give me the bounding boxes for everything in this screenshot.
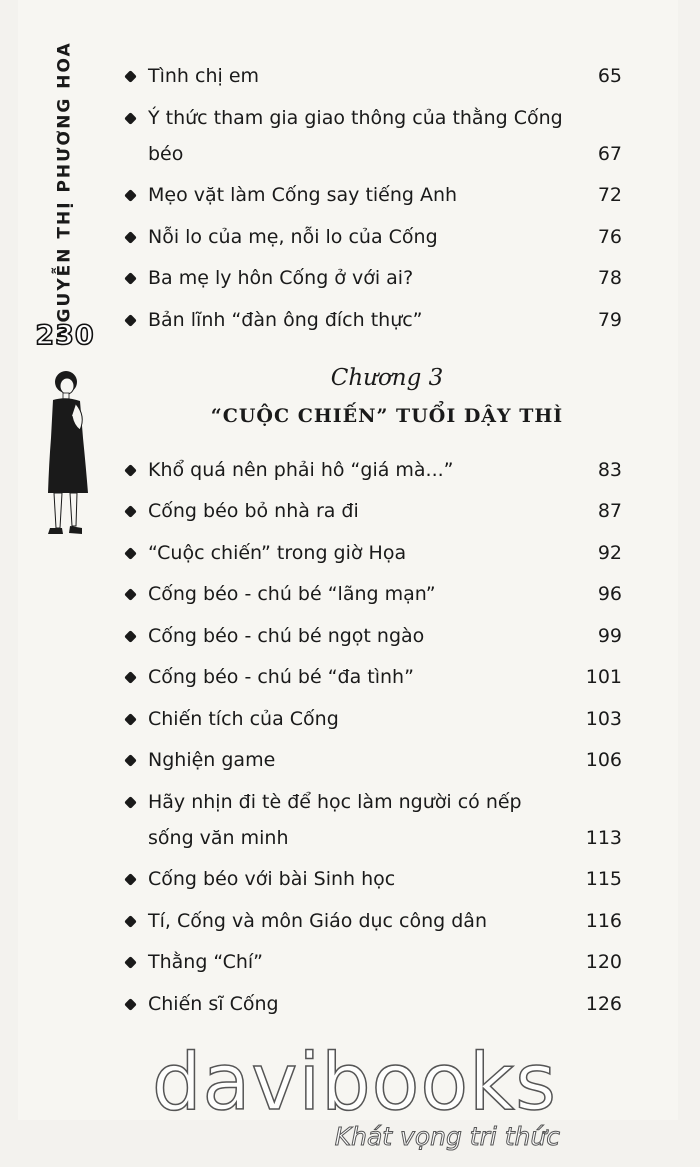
entry-page: 120 bbox=[585, 951, 622, 973]
entry-title: Ý thức tham gia giao thông của thằng Cống béo bbox=[148, 106, 563, 165]
toc-entry[interactable] bbox=[120, 177, 630, 213]
toc-entry[interactable] bbox=[120, 219, 630, 255]
bullet-icon bbox=[124, 547, 137, 560]
bullet-icon bbox=[124, 505, 137, 518]
bullet-icon bbox=[124, 956, 137, 969]
toc-entry[interactable] bbox=[120, 944, 630, 980]
toc-entry[interactable] bbox=[120, 452, 630, 488]
entry-title: Cống béo với bài Sinh học bbox=[148, 868, 396, 890]
chapter-label: Chương 3 bbox=[330, 364, 444, 391]
bullet-icon bbox=[124, 998, 137, 1011]
toc-entry[interactable] bbox=[120, 618, 630, 654]
entry-page: 67 bbox=[597, 142, 622, 165]
entry-title: “Cuộc chiến” trong giờ Họa bbox=[148, 541, 407, 564]
author-name: NGUYỄN THỊ PHƯƠNG HOA bbox=[55, 41, 75, 339]
entry-title: Tình chị em bbox=[148, 65, 260, 87]
toc-entry[interactable] bbox=[120, 701, 630, 737]
toc-entry[interactable] bbox=[120, 784, 630, 856]
entry-title: Ba mẹ ly hôn Cống ở với ai? bbox=[148, 267, 414, 289]
entry-title: Cống béo - chú bé “lãng mạn” bbox=[148, 583, 436, 605]
toc-entry[interactable] bbox=[120, 100, 630, 172]
chapter-title: “CUỘC CHIẾN” TUỔI DẬY THÌ bbox=[210, 404, 564, 427]
entry-page: 115 bbox=[585, 868, 622, 890]
bullet-icon bbox=[124, 112, 137, 125]
entry-title: Hãy nhịn đi tè để học làm người có nếp sống văn minh bbox=[148, 790, 522, 849]
entry-page: 79 bbox=[597, 308, 622, 331]
entry-title: Cống béo - chú bé “đa tình” bbox=[148, 666, 414, 688]
entry-page: 116 bbox=[585, 909, 622, 932]
entry-page: 106 bbox=[585, 749, 622, 771]
toc-entry[interactable] bbox=[120, 302, 630, 338]
entry-title: Chiến sĩ Cống bbox=[148, 992, 279, 1015]
entry-page: 76 bbox=[597, 225, 622, 248]
entry-title: Khổ quá nên phải hô “giá mà...” bbox=[148, 458, 454, 481]
bullet-icon bbox=[124, 272, 137, 285]
entry-page: 101 bbox=[585, 666, 622, 688]
toc-entry[interactable] bbox=[120, 742, 630, 778]
toc-entry[interactable] bbox=[120, 903, 630, 939]
entry-page: 103 bbox=[585, 707, 622, 730]
entry-title: Tí, Cống và môn Giáo dục công dân bbox=[148, 909, 487, 932]
entry-title: Cống béo bỏ nhà ra đi bbox=[148, 500, 359, 522]
table-of-contents bbox=[120, 58, 630, 1027]
toc-entry[interactable] bbox=[120, 576, 630, 612]
entry-page: 92 bbox=[597, 541, 622, 564]
entry-title: Chiến tích của Cống bbox=[148, 707, 339, 730]
bullet-icon bbox=[124, 873, 137, 886]
bullet-icon bbox=[124, 231, 137, 244]
bullet-icon bbox=[124, 915, 137, 928]
woman-figure-illustration bbox=[36, 368, 96, 543]
toc-entry[interactable] bbox=[120, 659, 630, 695]
bullet-icon bbox=[124, 671, 137, 684]
entry-page: 113 bbox=[585, 826, 622, 849]
bullet-icon bbox=[124, 189, 137, 202]
toc-entry[interactable] bbox=[120, 58, 630, 94]
bullet-icon bbox=[124, 713, 137, 726]
watermark-tagline: Khát vọng tri thức bbox=[334, 1122, 560, 1151]
bullet-icon bbox=[124, 314, 137, 327]
toc-entry[interactable] bbox=[120, 260, 630, 296]
entry-page: 99 bbox=[597, 624, 622, 647]
bullet-icon bbox=[124, 754, 137, 767]
bullet-icon bbox=[124, 796, 137, 809]
chapter-heading bbox=[120, 358, 630, 434]
bullet-icon bbox=[124, 70, 137, 83]
entry-page: 96 bbox=[597, 583, 622, 605]
bullet-icon bbox=[124, 588, 137, 601]
entry-title: Thằng “Chí” bbox=[148, 951, 264, 973]
entry-page: 87 bbox=[597, 500, 622, 522]
watermark-brand: davibooks bbox=[152, 1038, 557, 1128]
toc-entry[interactable] bbox=[120, 986, 630, 1022]
entry-page: 72 bbox=[597, 184, 622, 206]
entry-page: 78 bbox=[597, 267, 622, 289]
entry-page: 65 bbox=[597, 65, 622, 87]
toc-entry[interactable] bbox=[120, 535, 630, 571]
page-number: 230 bbox=[35, 320, 95, 351]
bullet-icon bbox=[124, 464, 137, 477]
entry-title: Cống béo - chú bé ngọt ngào bbox=[148, 624, 425, 647]
toc-entry[interactable] bbox=[120, 861, 630, 897]
entry-page: 126 bbox=[585, 992, 622, 1015]
toc-entry[interactable] bbox=[120, 493, 630, 529]
entry-title: Nghiện game bbox=[148, 749, 276, 771]
entry-title: Nỗi lo của mẹ, nỗi lo của Cống bbox=[148, 225, 438, 248]
entry-title: Bản lĩnh “đàn ông đích thực” bbox=[148, 308, 423, 331]
entry-page: 83 bbox=[597, 458, 622, 481]
entry-title: Mẹo vặt làm Cống say tiếng Anh bbox=[148, 184, 458, 206]
bullet-icon bbox=[124, 630, 137, 643]
